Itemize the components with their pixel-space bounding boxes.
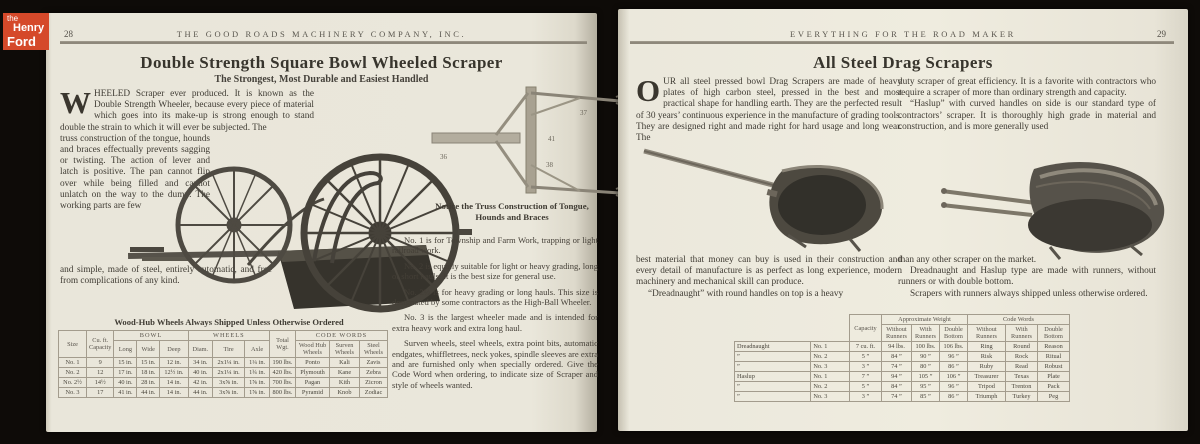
table-cell: 5 ” <box>850 352 882 362</box>
table-cell: Texas <box>1006 372 1038 382</box>
table-cell: Rock <box>1006 352 1038 362</box>
table-cell: Zavis <box>360 358 388 368</box>
note-no1: No. 1 is for Township and Farm Work, trapping or light railroad work. <box>392 235 598 256</box>
col-header-capacity: Cu. ft. Capacity <box>87 331 114 358</box>
table-cell: No. 3 <box>59 388 87 398</box>
table-cell: 15 in. <box>114 358 137 368</box>
table-cell: 18 in. <box>137 368 160 378</box>
table-cell: Haslup <box>735 372 811 382</box>
table-row <box>59 358 388 368</box>
henry-ford-logo <box>3 13 49 50</box>
left-table-caption: Wood-Hub Wheels Always Shipped Unless Otherwise Ordered <box>114 317 344 327</box>
table-cell: Read <box>1006 362 1038 372</box>
table-row <box>735 372 1070 382</box>
right-col1-bottom <box>636 255 902 300</box>
table-cell: Turkey <box>1006 392 1038 402</box>
table-cell: 94 ” <box>882 372 912 382</box>
caption-line-2: Hounds and Braces <box>475 212 549 222</box>
table-row <box>735 362 1070 372</box>
group-header-bowl: BOWL <box>114 331 188 341</box>
table-cell: 95 ” <box>912 382 940 392</box>
table-cell: Zebra <box>360 368 388 378</box>
table-cell: 94 lbs. <box>882 342 912 352</box>
table-row <box>59 368 388 378</box>
table-cell: 1⅝ in. <box>245 378 270 388</box>
truss-part-label-38: 38 <box>546 161 553 169</box>
col2-paragraph-2: “Haslup” with curved handles on side is our standard type of contractors’ scraper. It is thoroughly high grade in material and construction, and is more generally used <box>898 99 1156 132</box>
table-cell: No. 1 <box>811 372 850 382</box>
col2-paragraph-4: Dreadnaught and Haslup type are made with runners, without runners or with double bottom. <box>898 266 1156 288</box>
header-rule-right <box>630 41 1174 44</box>
drop-cap-w: W <box>60 85 91 120</box>
truss-part-label-37: 37 <box>580 109 587 117</box>
table-row <box>735 342 1070 352</box>
table-cell: Treasurer <box>968 372 1006 382</box>
table-cell: No. 2 <box>59 368 87 378</box>
left-page-title: Double Strength Square Bowl Wheeled Scraper <box>140 53 503 72</box>
col-header-wo-runners-code: Without Runners <box>968 325 1006 342</box>
table-cell: 9 <box>87 358 114 368</box>
running-header-left: THE GOOD ROADS MACHINERY COMPANY, INC. <box>176 29 467 39</box>
col2-paragraph-5: Scrapers with runners always shipped unless otherwise ordered. <box>910 288 1148 299</box>
left-table-head <box>59 331 388 358</box>
col-header-axle: Axle <box>245 341 270 358</box>
table-cell: 1¼ in. <box>245 358 270 368</box>
table-cell: No. 2 <box>811 352 850 362</box>
table-cell: 7 ” <box>850 372 882 382</box>
left-spec-table-wrap <box>58 330 388 398</box>
table-cell: No. 3 <box>811 392 850 402</box>
table-cell: 40 in. <box>114 378 137 388</box>
col2-paragraph-1: duty scraper of great efficiency. It is a favorite with contractors who require a scraper of more than ordinary strength and capacity. <box>898 77 1156 99</box>
col2-paragraph-3: than any other scraper on the market. <box>898 255 1037 265</box>
intro-paragraph-a <box>60 85 314 134</box>
note-no3: No. 3 is the largest wheeler made and is intended for extra heavy work and extra long haul. <box>392 312 598 333</box>
table-cell: 96 ” <box>940 352 968 362</box>
catalog-right-page <box>618 9 1188 431</box>
table-cell: 2x1¼ in. <box>213 358 245 368</box>
table-cell: 84 ” <box>882 352 912 362</box>
page-number-right: 29 <box>1157 29 1166 39</box>
table-row <box>735 352 1070 362</box>
drag-scraper-spec-table <box>734 314 1070 402</box>
table-cell: 7 cu. ft. <box>850 342 882 352</box>
table-cell: 800 lbs. <box>270 388 296 398</box>
table-cell: 2x1¼ in. <box>213 368 245 378</box>
intro-paragraph-c: and simple, made of steel, entirely automatic, and free from complications of any kind. <box>60 265 272 287</box>
table-cell: 105 ” <box>912 372 940 382</box>
col-header-deep: Deep <box>160 341 188 358</box>
table-cell: ” <box>735 362 811 372</box>
right-col2-bottom <box>898 255 1156 300</box>
intro-text-a: HEELED Scraper ever produced. It is known as the Double Strength Wheeler, because every piece of material which goes into its make-up is strong enough to stand double the strain to which it will ever be subjected. The <box>60 89 314 133</box>
table-cell: 100 lbs. <box>912 342 940 352</box>
logo-text-the: the <box>7 14 19 23</box>
catalog-left-page <box>46 13 597 432</box>
table-cell: 74 ” <box>882 392 912 402</box>
table-cell: No. 2 <box>811 382 850 392</box>
col-header-surven: Surven Wheels <box>330 341 360 358</box>
table-row <box>59 378 388 388</box>
page-number-left: 28 <box>64 29 73 39</box>
table-cell: 12 in. <box>160 358 188 368</box>
table-cell: 14 in. <box>160 388 188 398</box>
right-col2-top <box>898 77 1156 133</box>
note-no2half: No. 2½ is for heavy grading or long hauls. This size is designated by some contractors as the High-Ball Wheeler. <box>392 286 598 308</box>
table-cell: 17 in. <box>114 368 137 378</box>
col-header-model <box>735 315 850 342</box>
col-header-diam: Diam. <box>188 341 212 358</box>
col-header-double-bottom-code: Double Bottom <box>1038 325 1070 342</box>
table-cell: No. 1 <box>811 342 850 352</box>
caption-line-1: Notice the Truss Construction of Tongue, <box>435 201 589 211</box>
note-extras: Surven wheels, steel wheels, extra point bits, automatic endgates, whiffletrees, neck yokes, spindle sleeves are extra and are furnished only when specially ordered. Give the Code Word when ordering, to indicate size of Scraper and style of wheels wanted. <box>392 338 599 390</box>
table-cell: Zicron <box>360 378 388 388</box>
haslup-scraper-illustration <box>640 137 902 255</box>
col-header-size: Size <box>59 331 87 358</box>
col-header-steel: Steel Wheels <box>360 341 388 358</box>
col-header-wood-hub: Wood Hub Wheels <box>296 341 330 358</box>
col-header-with-runners-wt: With Runners <box>912 325 940 342</box>
table-cell: Tripod <box>968 382 1006 392</box>
table-cell: 12½ in. <box>160 368 188 378</box>
table-cell: Plate <box>1038 372 1070 382</box>
table-cell: 40 in. <box>188 368 212 378</box>
col-header-double-bottom-wt: Double Bottom <box>940 325 968 342</box>
col-header-with-runners-code: With Runners <box>1006 325 1038 342</box>
right-spec-table-wrap <box>734 314 1070 402</box>
table-cell: Ritual <box>1038 352 1070 362</box>
truss-diagram-drawing <box>430 81 632 199</box>
table-cell: 700 lbs. <box>270 378 296 388</box>
table-cell: 41 in. <box>114 388 137 398</box>
col-header-capacity-right: Capacity <box>850 315 882 342</box>
table-cell: 3 ” <box>850 392 882 402</box>
table-cell: ” <box>735 382 811 392</box>
haslup-scraper-drawing <box>640 137 902 255</box>
table-cell: Ponto <box>296 358 330 368</box>
col1-paragraph-3: “Dreadnaught” with round handles on top is a heavy <box>648 288 844 299</box>
right-table-body <box>735 342 1070 402</box>
table-cell: 3x⅝ in. <box>213 388 245 398</box>
group-header-code-words-right: Code Words <box>968 315 1070 325</box>
header-rule-left <box>60 41 587 44</box>
table-cell: Kali <box>330 358 360 368</box>
table-row <box>735 392 1070 402</box>
col-header-total-wgt: Total Wgt. <box>270 331 296 358</box>
table-cell: 17 <box>87 388 114 398</box>
table-cell: 12 <box>87 368 114 378</box>
table-cell: Pagan <box>296 378 330 388</box>
table-cell: 15 in. <box>137 358 160 368</box>
truss-diagram-illustration <box>430 81 632 199</box>
table-cell: 44 in. <box>188 388 212 398</box>
size-notes-column <box>392 235 598 395</box>
intro-paragraph-b: truss construction of the tongue, hounds and braces effectually prevents sagging or twisting. The action of lever and latch is positive. The pan cannot flip over while being filled and cannot unlatch on the way to the dump. The working parts are few <box>60 133 210 212</box>
table-cell: No. 1 <box>59 358 87 368</box>
table-cell: No. 3 <box>811 362 850 372</box>
table-cell: Trenton <box>1006 382 1038 392</box>
group-header-weight: Approximate Weight <box>882 315 968 325</box>
table-cell: 3 ” <box>850 362 882 372</box>
table-cell: 90 ” <box>912 352 940 362</box>
table-cell: 80 ” <box>912 362 940 372</box>
table-cell: Robust <box>1038 362 1070 372</box>
table-cell: No. 2½ <box>59 378 87 388</box>
table-cell: Risk <box>968 352 1006 362</box>
dreadnaught-scraper-drawing <box>940 147 1172 265</box>
table-cell: 14 in. <box>160 378 188 388</box>
table-cell: 106 ” <box>940 372 968 382</box>
table-row <box>59 388 388 398</box>
table-cell: 85 ” <box>912 392 940 402</box>
logo-text-henry: Henry <box>13 22 45 34</box>
table-cell: 14½ <box>87 378 114 388</box>
table-cell: Triumph <box>968 392 1006 402</box>
logo-text-ford: Ford <box>7 34 36 49</box>
note-no2: No. 2 is equally suitable for light or heavy grading, long or short hauls. It is the best size for general use. <box>392 260 598 282</box>
table-cell: 96 ” <box>940 382 968 392</box>
table-cell: ” <box>735 352 811 362</box>
dreadnaught-scraper-illustration <box>940 147 1172 265</box>
table-cell: 42 in. <box>188 378 212 388</box>
table-cell: ” <box>735 392 811 402</box>
table-cell: 190 lbs. <box>270 358 296 368</box>
drop-cap-o: O <box>636 73 661 108</box>
table-cell: Round <box>1006 342 1038 352</box>
table-cell: 84 ” <box>882 382 912 392</box>
group-header-wheels: WHEELS <box>188 331 269 341</box>
table-cell: 5 ” <box>850 382 882 392</box>
table-cell: Kith <box>330 378 360 388</box>
col-header-wide: Wide <box>137 341 160 358</box>
table-cell: Dreadnaught <box>735 342 811 352</box>
col-header-wo-runners-wt: Without Runners <box>882 325 912 342</box>
table-cell: Ring <box>968 342 1006 352</box>
table-cell: 86 ” <box>940 362 968 372</box>
table-cell: 106 lbs. <box>940 342 968 352</box>
table-cell: 3x⅝ in. <box>213 378 245 388</box>
truss-part-label-41: 41 <box>548 135 555 143</box>
table-cell: Peg <box>1038 392 1070 402</box>
group-header-code-words: CODE WORDS <box>296 331 388 341</box>
table-cell: Zodiac <box>360 388 388 398</box>
col1-intro-text: UR all steel pressed bowl Drag Scrapers are made of heavy plates of high carbon steel, pressed in the best and most practical shape for handling earth. They are the perfected result of 30 years’ continuous experience in the manufacture of grading tools. They are designed right and made right for hard usage and long wear. The <box>636 77 902 144</box>
right-table-head <box>735 315 1070 342</box>
table-cell: Pack <box>1038 382 1070 392</box>
running-header-right: EVERYTHING FOR THE ROAD MAKER <box>790 29 1016 39</box>
table-cell: 86 ” <box>940 392 968 402</box>
table-cell: Pyramid <box>296 388 330 398</box>
table-cell: Ruby <box>968 362 1006 372</box>
table-cell: 34 in. <box>188 358 212 368</box>
table-cell: 1⅝ in. <box>245 388 270 398</box>
table-cell: 1¾ in. <box>245 368 270 378</box>
table-cell: Plymouth <box>296 368 330 378</box>
table-cell: 420 lbs. <box>270 368 296 378</box>
table-row <box>735 382 1070 392</box>
table-cell: 28 in. <box>137 378 160 388</box>
truss-diagram-caption <box>390 201 634 223</box>
wheeled-scraper-spec-table <box>58 330 388 398</box>
right-page-title: All Steel Drag Scrapers <box>813 53 993 72</box>
table-cell: 74 ” <box>882 362 912 372</box>
col-header-tire: Tire <box>213 341 245 358</box>
table-cell: 44 in. <box>137 388 160 398</box>
col-header-long: Long <box>114 341 137 358</box>
left-page-subtitle: The Strongest, Most Durable and Easiest Handled <box>214 74 429 85</box>
left-table-body <box>59 358 388 398</box>
col1-paragraph-2: best material that money can buy is used in their construction and every detail of manufacture is as perfect as long experience, modern machinery and mechanical skill can produce. <box>636 255 902 288</box>
table-cell: Knob <box>330 388 360 398</box>
table-cell: Kane <box>330 368 360 378</box>
right-col1-intro <box>636 73 902 144</box>
table-cell: Reason <box>1038 342 1070 352</box>
truss-part-label-36: 36 <box>440 153 447 161</box>
